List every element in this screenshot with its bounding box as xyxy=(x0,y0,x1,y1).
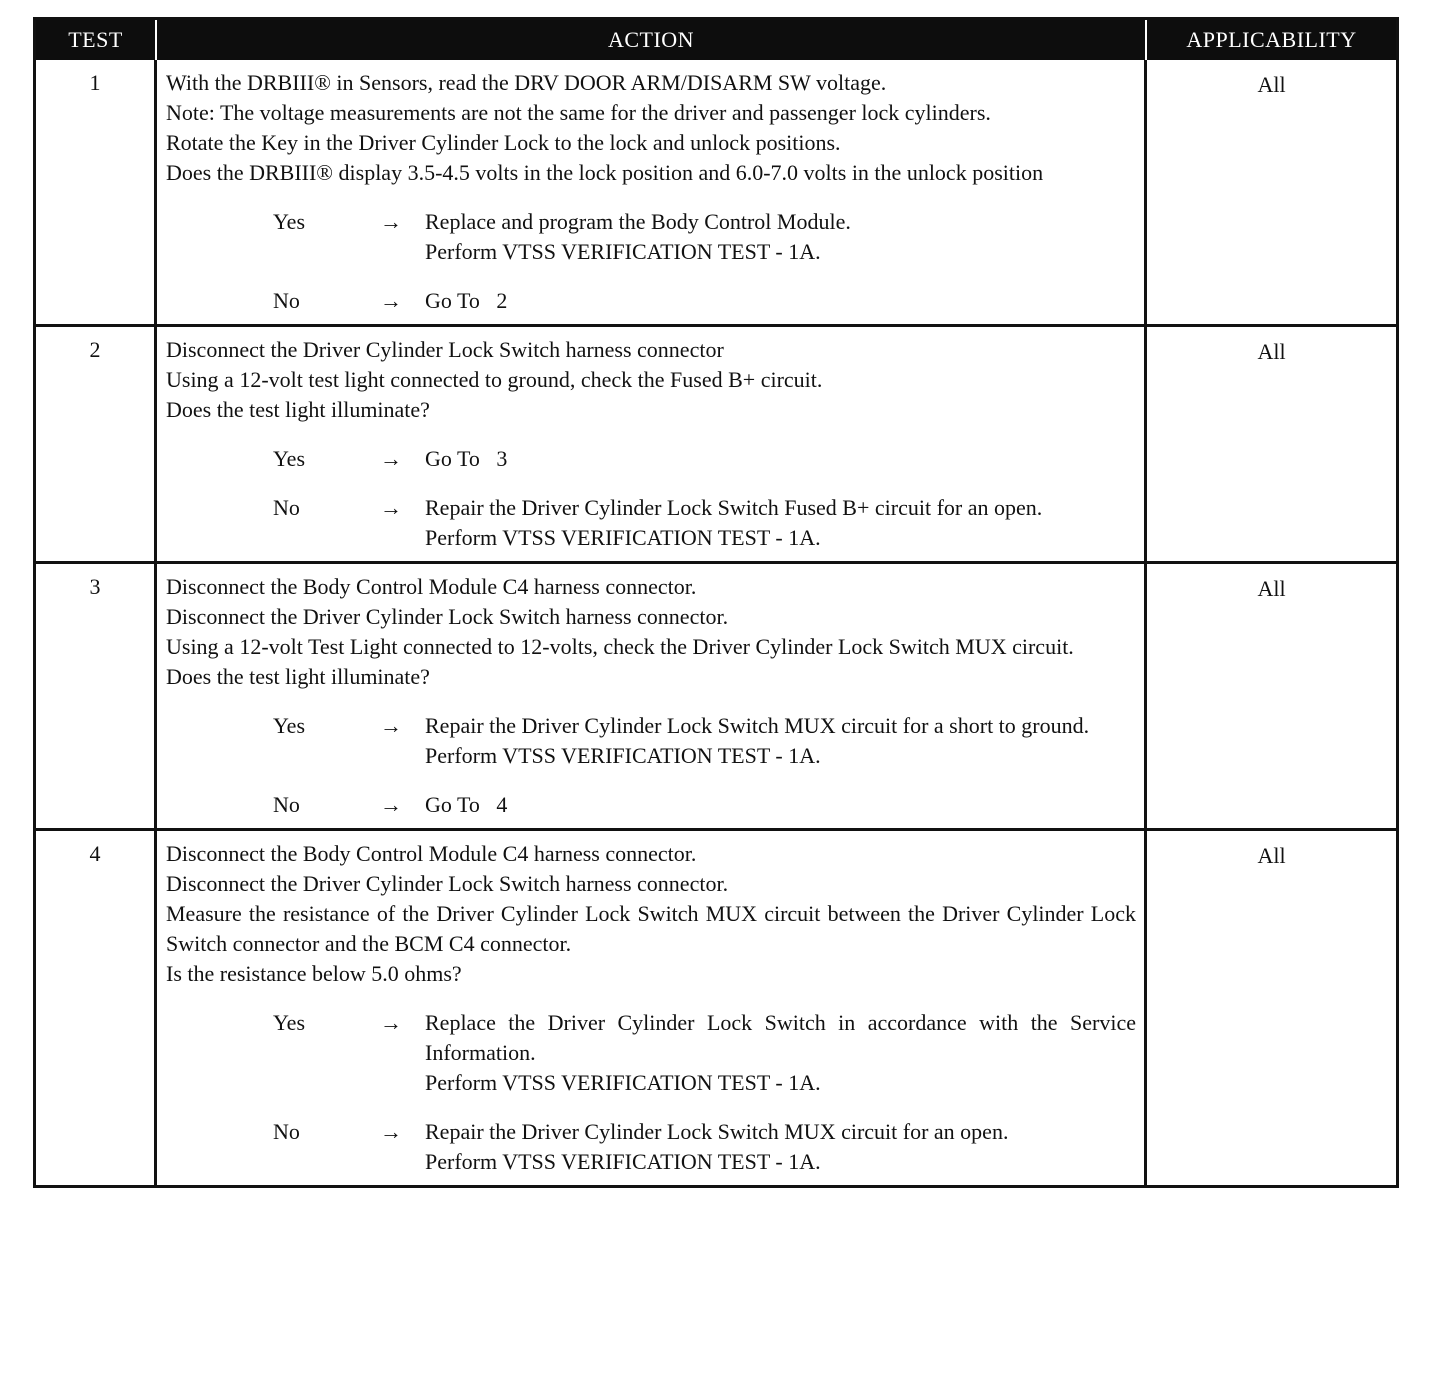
no-label: No xyxy=(273,288,300,313)
yes-branch xyxy=(166,711,1136,771)
action-line: Disconnect the Body Control Module C4 harness connector. xyxy=(166,841,697,866)
test-number: 1 xyxy=(36,60,157,324)
no-branch xyxy=(166,286,1136,316)
no-result xyxy=(425,790,1136,820)
action-line: Does the test light illuminate? xyxy=(166,397,430,422)
action-line: Using a 12-volt Test Light connected to 12-volts, check the Driver Cylinder Lock Switch MUX circuit. xyxy=(166,634,1074,659)
test-number: 2 xyxy=(36,327,157,561)
right-arrow-icon: → xyxy=(380,446,402,471)
action-line: Measure the resistance of the Driver Cylinder Lock Switch MUX circuit between the Driver Cylinder Lock Switch connector and the BCM C4 connector. xyxy=(166,901,1136,956)
yes-branch xyxy=(166,1008,1136,1098)
no-label: No xyxy=(273,792,300,817)
yes-label: Yes xyxy=(273,446,306,471)
action-cell xyxy=(157,831,1147,1185)
applicability-value: All xyxy=(1257,72,1286,97)
test-number: 4 xyxy=(36,831,157,1185)
table-row xyxy=(36,324,1396,561)
action-line: Rotate the Key in the Driver Cylinder Lock to the lock and unlock positions. xyxy=(166,130,841,155)
action-line: Disconnect the Body Control Module C4 harness connector. xyxy=(166,574,697,599)
action-cell xyxy=(157,60,1147,324)
right-arrow-icon: → xyxy=(380,1010,402,1035)
action-line: Disconnect the Driver Cylinder Lock Switch harness connector. xyxy=(166,604,729,629)
action-line: Using a 12-volt test light connected to ground, check the Fused B+ circuit. xyxy=(166,367,823,392)
applicability-value: All xyxy=(1257,339,1286,364)
action-line: Does the DRBIII® display 3.5-4.5 volts in the lock position and 6.0-7.0 volts in the unlock position xyxy=(166,160,1044,185)
yes-result xyxy=(425,444,1136,474)
right-arrow-icon: → xyxy=(380,495,402,520)
table-header xyxy=(36,20,1396,60)
yes-result xyxy=(425,1008,1136,1098)
yes-label: Yes xyxy=(273,209,306,234)
no-result xyxy=(425,493,1136,553)
result-line: Go To 3 xyxy=(425,446,508,471)
table-row xyxy=(36,561,1396,828)
diagnostic-test-table xyxy=(33,17,1399,1188)
result-line: Perform VTSS VERIFICATION TEST - 1A. xyxy=(425,239,821,264)
result-line: Repair the Driver Cylinder Lock Switch MUX circuit for a short to ground. xyxy=(425,713,1090,738)
right-arrow-icon: → xyxy=(380,209,402,234)
right-arrow-icon: → xyxy=(380,1119,402,1144)
yes-label: Yes xyxy=(273,713,306,738)
result-line: Replace the Driver Cylinder Lock Switch in accordance with the Service Information. xyxy=(425,1010,1136,1065)
test-number: 3 xyxy=(36,564,157,828)
no-branch xyxy=(166,493,1136,553)
yes-branch xyxy=(166,207,1136,267)
result-line: Repair the Driver Cylinder Lock Switch Fused B+ circuit for an open. xyxy=(425,495,1043,520)
action-line: Is the resistance below 5.0 ohms? xyxy=(166,961,462,986)
action-line: Note: The voltage measurements are not the same for the driver and passenger lock cylinders. xyxy=(166,100,991,125)
result-line: Perform VTSS VERIFICATION TEST - 1A. xyxy=(425,1149,821,1174)
result-line: Repair the Driver Cylinder Lock Switch MUX circuit for an open. xyxy=(425,1119,1009,1144)
result-line: Perform VTSS VERIFICATION TEST - 1A. xyxy=(425,1070,821,1095)
table-row xyxy=(36,60,1396,324)
no-result xyxy=(425,1117,1136,1177)
yes-result xyxy=(425,207,1136,267)
result-line: Perform VTSS VERIFICATION TEST - 1A. xyxy=(425,743,821,768)
no-branch xyxy=(166,790,1136,820)
result-line: Replace and program the Body Control Module. xyxy=(425,209,851,234)
action-line: Does the test light illuminate? xyxy=(166,664,430,689)
yes-result xyxy=(425,711,1136,771)
right-arrow-icon: → xyxy=(380,288,402,313)
action-line: Disconnect the Driver Cylinder Lock Switch harness connector xyxy=(166,337,724,362)
result-line: Perform VTSS VERIFICATION TEST - 1A. xyxy=(425,525,821,550)
result-line: Go To 2 xyxy=(425,288,508,313)
yes-branch xyxy=(166,444,1136,474)
applicability-value: All xyxy=(1257,576,1286,601)
action-line: With the DRBIII® in Sensors, read the DRV DOOR ARM/DISARM SW voltage. xyxy=(166,70,887,95)
right-arrow-icon: → xyxy=(380,792,402,817)
no-label: No xyxy=(273,495,300,520)
header-test: TEST xyxy=(36,20,157,60)
no-result xyxy=(425,286,1136,316)
applicability-value: All xyxy=(1257,843,1286,868)
no-branch xyxy=(166,1117,1136,1177)
right-arrow-icon: → xyxy=(380,713,402,738)
yes-label: Yes xyxy=(273,1010,306,1035)
no-label: No xyxy=(273,1119,300,1144)
result-line: Go To 4 xyxy=(425,792,508,817)
header-applicability: APPLICABILITY xyxy=(1186,27,1357,52)
action-cell xyxy=(157,327,1147,561)
action-line: Disconnect the Driver Cylinder Lock Switch harness connector. xyxy=(166,871,729,896)
action-cell xyxy=(157,564,1147,828)
header-action: ACTION xyxy=(157,20,1147,60)
table-row xyxy=(36,828,1396,1185)
